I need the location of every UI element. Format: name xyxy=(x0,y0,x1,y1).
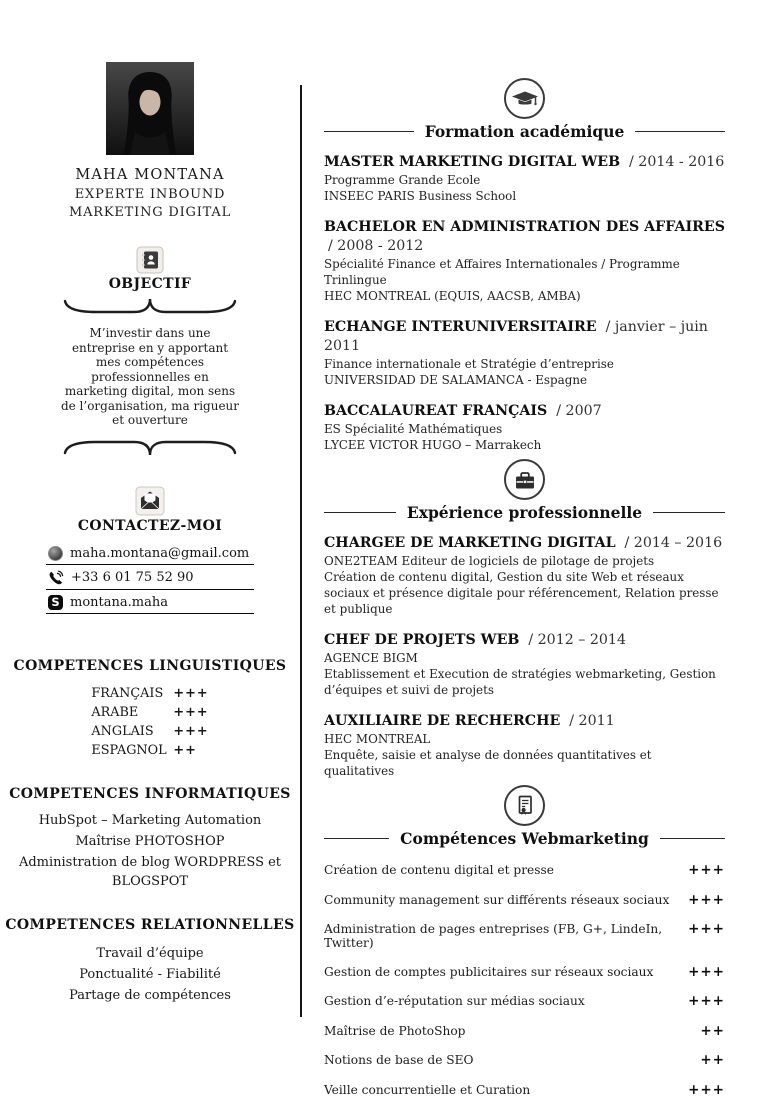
skill-label: Community management sur différents réseaux sociaux xyxy=(324,892,670,907)
formation-title: Formation académique xyxy=(424,122,625,141)
education-entry-line: ES Spécialité Mathématiques xyxy=(324,422,503,436)
experience-entry xyxy=(324,534,725,617)
experience-entry-title xyxy=(324,631,725,650)
experience-entry xyxy=(324,631,725,698)
education-entry xyxy=(324,318,725,388)
job-name: CHEF DE PROJETS WEB xyxy=(324,632,520,648)
languages-title: COMPETENCES LINGUISTIQUES xyxy=(13,657,287,674)
column-divider xyxy=(300,85,302,1017)
brace-bottom xyxy=(64,432,236,458)
education-entry-line: LYCEE VICTOR HUGO – Marrakech xyxy=(324,438,542,452)
skill-level: +++ xyxy=(688,993,725,1009)
contact-email-value: maha.montana@gmail.com xyxy=(70,545,250,561)
right-column xyxy=(324,0,725,1111)
relationnelles-list xyxy=(7,944,293,1005)
job-period: / 2011 xyxy=(569,713,615,729)
degree-name: BACCALAUREAT FRANÇAIS xyxy=(324,403,548,419)
certificate-icon xyxy=(504,785,545,826)
language-level: +++ xyxy=(173,704,209,720)
relationnelles-item: Ponctualité - Fiabilité xyxy=(79,966,221,982)
header-rule xyxy=(324,512,396,513)
degree-name: ECHANGE INTERUNIVERSITAIRE xyxy=(324,319,597,335)
experience-entry-line: Création de contenu digital, Gestion du site Web et réseaux sociaux et présence digitale pour référencement, Relation presse et publique xyxy=(324,570,719,616)
address-book-icon xyxy=(136,246,164,274)
job-period: / 2012 – 2014 xyxy=(528,632,626,648)
skill-row xyxy=(324,993,725,1009)
informatiques-title: COMPETENCES INFORMATIQUES xyxy=(9,785,291,802)
header-rule xyxy=(635,131,725,132)
degree-name: MASTER MARKETING DIGITAL WEB xyxy=(324,154,621,170)
education-entry-title xyxy=(324,402,725,421)
informatiques-item: Administration de blog WORDPRESS et BLOGSPOT xyxy=(18,854,282,889)
objectif-title: OBJECTIF xyxy=(108,276,192,292)
degree-name: BACHELOR EN ADMINISTRATION DES AFFAIRES xyxy=(324,219,725,235)
education-entry-title xyxy=(324,218,725,256)
contact-phone-value: +33 6 01 75 52 90 xyxy=(71,570,194,585)
skill-level: +++ xyxy=(688,891,725,908)
skill-row xyxy=(324,1082,725,1098)
languages-list xyxy=(91,684,208,760)
subtitle-line1: EXPERTE INBOUND xyxy=(74,187,226,202)
language-label: FRANÇAIS xyxy=(91,685,164,701)
skill-label: Gestion de comptes publicitaires sur réseaux sociaux xyxy=(324,964,654,979)
language-level: +++ xyxy=(173,723,209,739)
experience-entry-title xyxy=(324,712,725,731)
graduation-cap-icon xyxy=(504,78,545,119)
phone-icon xyxy=(48,570,64,586)
person-name: MAHA MONTANA xyxy=(75,167,225,183)
experience-entry-line: Enquête, saisie et analyse de données quantitatives et qualitatives xyxy=(324,748,652,778)
education-entry-line: INSEEC PARIS Business School xyxy=(324,189,517,203)
briefcase-icon xyxy=(504,459,545,500)
experience-entry-title xyxy=(324,534,725,553)
language-row xyxy=(91,684,208,703)
experience-title: Expérience professionnelle xyxy=(406,503,643,522)
contact-email-row xyxy=(46,544,254,565)
relationnelles-item: Travail d’équipe xyxy=(96,945,204,961)
header-rule xyxy=(660,838,725,839)
language-level: ++ xyxy=(173,742,197,758)
brace-top xyxy=(64,296,236,322)
portrait-photo xyxy=(106,62,194,155)
experience-entry-line: ONE2TEAM Editeur de logiciels de pilotage de projets xyxy=(324,554,655,568)
header-rule xyxy=(653,512,725,513)
informatiques-item: HubSpot – Marketing Automation xyxy=(38,812,262,828)
education-entry xyxy=(324,218,725,304)
informatiques-list xyxy=(7,811,293,891)
education-entry-line: HEC MONTREAL (EQUIS, AACSB, AMBA) xyxy=(324,289,581,303)
skill-label: Administration de pages entreprises (FB, G+, LindeIn, Twitter) xyxy=(324,922,663,950)
left-column xyxy=(0,0,300,1005)
webmarketing-header xyxy=(324,829,725,848)
webmarketing-skills xyxy=(324,862,725,1098)
degree-period: / 2007 xyxy=(556,403,602,419)
education-entry-line: Programme Grande Ecole xyxy=(324,173,481,187)
contact-skype-row xyxy=(46,593,254,614)
header-rule xyxy=(324,131,414,132)
skill-label: Veille concurrentielle et Curation xyxy=(324,1082,531,1097)
skill-row xyxy=(324,862,725,878)
skill-row xyxy=(324,1023,725,1039)
skill-level: +++ xyxy=(688,862,725,878)
language-row xyxy=(91,722,208,741)
skill-level: +++ xyxy=(688,921,725,937)
education-entry-title xyxy=(324,318,725,356)
education-entry-line: Finance internationale et Stratégie d’entreprise xyxy=(324,357,614,371)
language-row xyxy=(91,741,208,760)
skill-row xyxy=(324,921,725,950)
skype-icon: S xyxy=(48,595,63,610)
relationnelles-title: COMPETENCES RELATIONNELLES xyxy=(5,916,295,933)
skill-level: ++ xyxy=(700,1052,725,1068)
job-name: CHARGEE DE MARKETING DIGITAL xyxy=(324,535,616,551)
degree-period: / 2008 - 2012 xyxy=(328,238,424,254)
skill-label: Gestion d’e-réputation sur médias sociaux xyxy=(324,994,585,1008)
degree-period: / janvier – juin 2011 xyxy=(324,319,708,354)
education-entry-title xyxy=(324,153,725,172)
education-entry-line: UNIVERSIDAD DE SALAMANCA - Espagne xyxy=(324,373,588,387)
contact-title: CONTACTEZ-MOI xyxy=(77,517,223,534)
education-entry xyxy=(324,153,725,204)
skill-row xyxy=(324,1052,725,1068)
skill-row xyxy=(324,892,725,908)
skill-label: Maîtrise de PhotoShop xyxy=(324,1023,466,1038)
job-period: / 2014 – 2016 xyxy=(624,535,723,551)
header-rule xyxy=(324,838,389,839)
experience-entry-line: AGENCE BIGM xyxy=(324,651,418,665)
experience-entry xyxy=(324,712,725,779)
degree-period: / 2014 - 2016 xyxy=(629,154,725,170)
education-entry-line: Spécialité Finance et Affaires Internationales / Programme Trinlingue xyxy=(324,257,680,287)
skill-row xyxy=(324,964,725,980)
skill-level: +++ xyxy=(688,1081,725,1098)
skill-label: Notions de base de SEO xyxy=(324,1053,474,1067)
webmarketing-title: Compétences Webmarketing xyxy=(400,829,649,848)
job-name: AUXILIAIRE DE RECHERCHE xyxy=(324,713,561,729)
contact-skype-value: montana.maha xyxy=(70,594,168,610)
email-icon xyxy=(48,546,63,561)
contact-list xyxy=(46,544,254,614)
objectif-block xyxy=(55,296,245,458)
contact-phone-row xyxy=(46,568,254,590)
experience-entry-line: Etablissement et Execution de stratégies webmarketing, Gestion d’équipes et suivi de projets xyxy=(324,667,716,697)
subtitle-line2: MARKETING DIGITAL xyxy=(68,205,232,220)
relationnelles-item: Partage de compétences xyxy=(69,987,231,1003)
experience-entry-line: HEC MONTREAL xyxy=(324,732,431,746)
language-row xyxy=(91,703,208,722)
objectif-text: M’investir dans une entreprise en y apportant mes compétences professionnelles en marketing digital, mon sens de l’organisation, ma rigueur et ouverture xyxy=(60,326,240,427)
skill-level: +++ xyxy=(688,963,725,980)
formation-header xyxy=(324,122,725,141)
language-label: ANGLAIS xyxy=(91,723,154,739)
envelope-icon xyxy=(135,486,165,516)
language-label: ARABE xyxy=(91,704,139,720)
language-label: ESPAGNOL xyxy=(91,742,167,758)
skill-level: ++ xyxy=(700,1022,725,1039)
informatiques-item: Maîtrise PHOTOSHOP xyxy=(75,833,225,849)
language-level: +++ xyxy=(173,685,209,701)
skill-label: Création de contenu digital et presse xyxy=(324,863,554,877)
education-entry xyxy=(324,402,725,453)
experience-header xyxy=(324,503,725,522)
person-subtitle xyxy=(0,186,300,222)
